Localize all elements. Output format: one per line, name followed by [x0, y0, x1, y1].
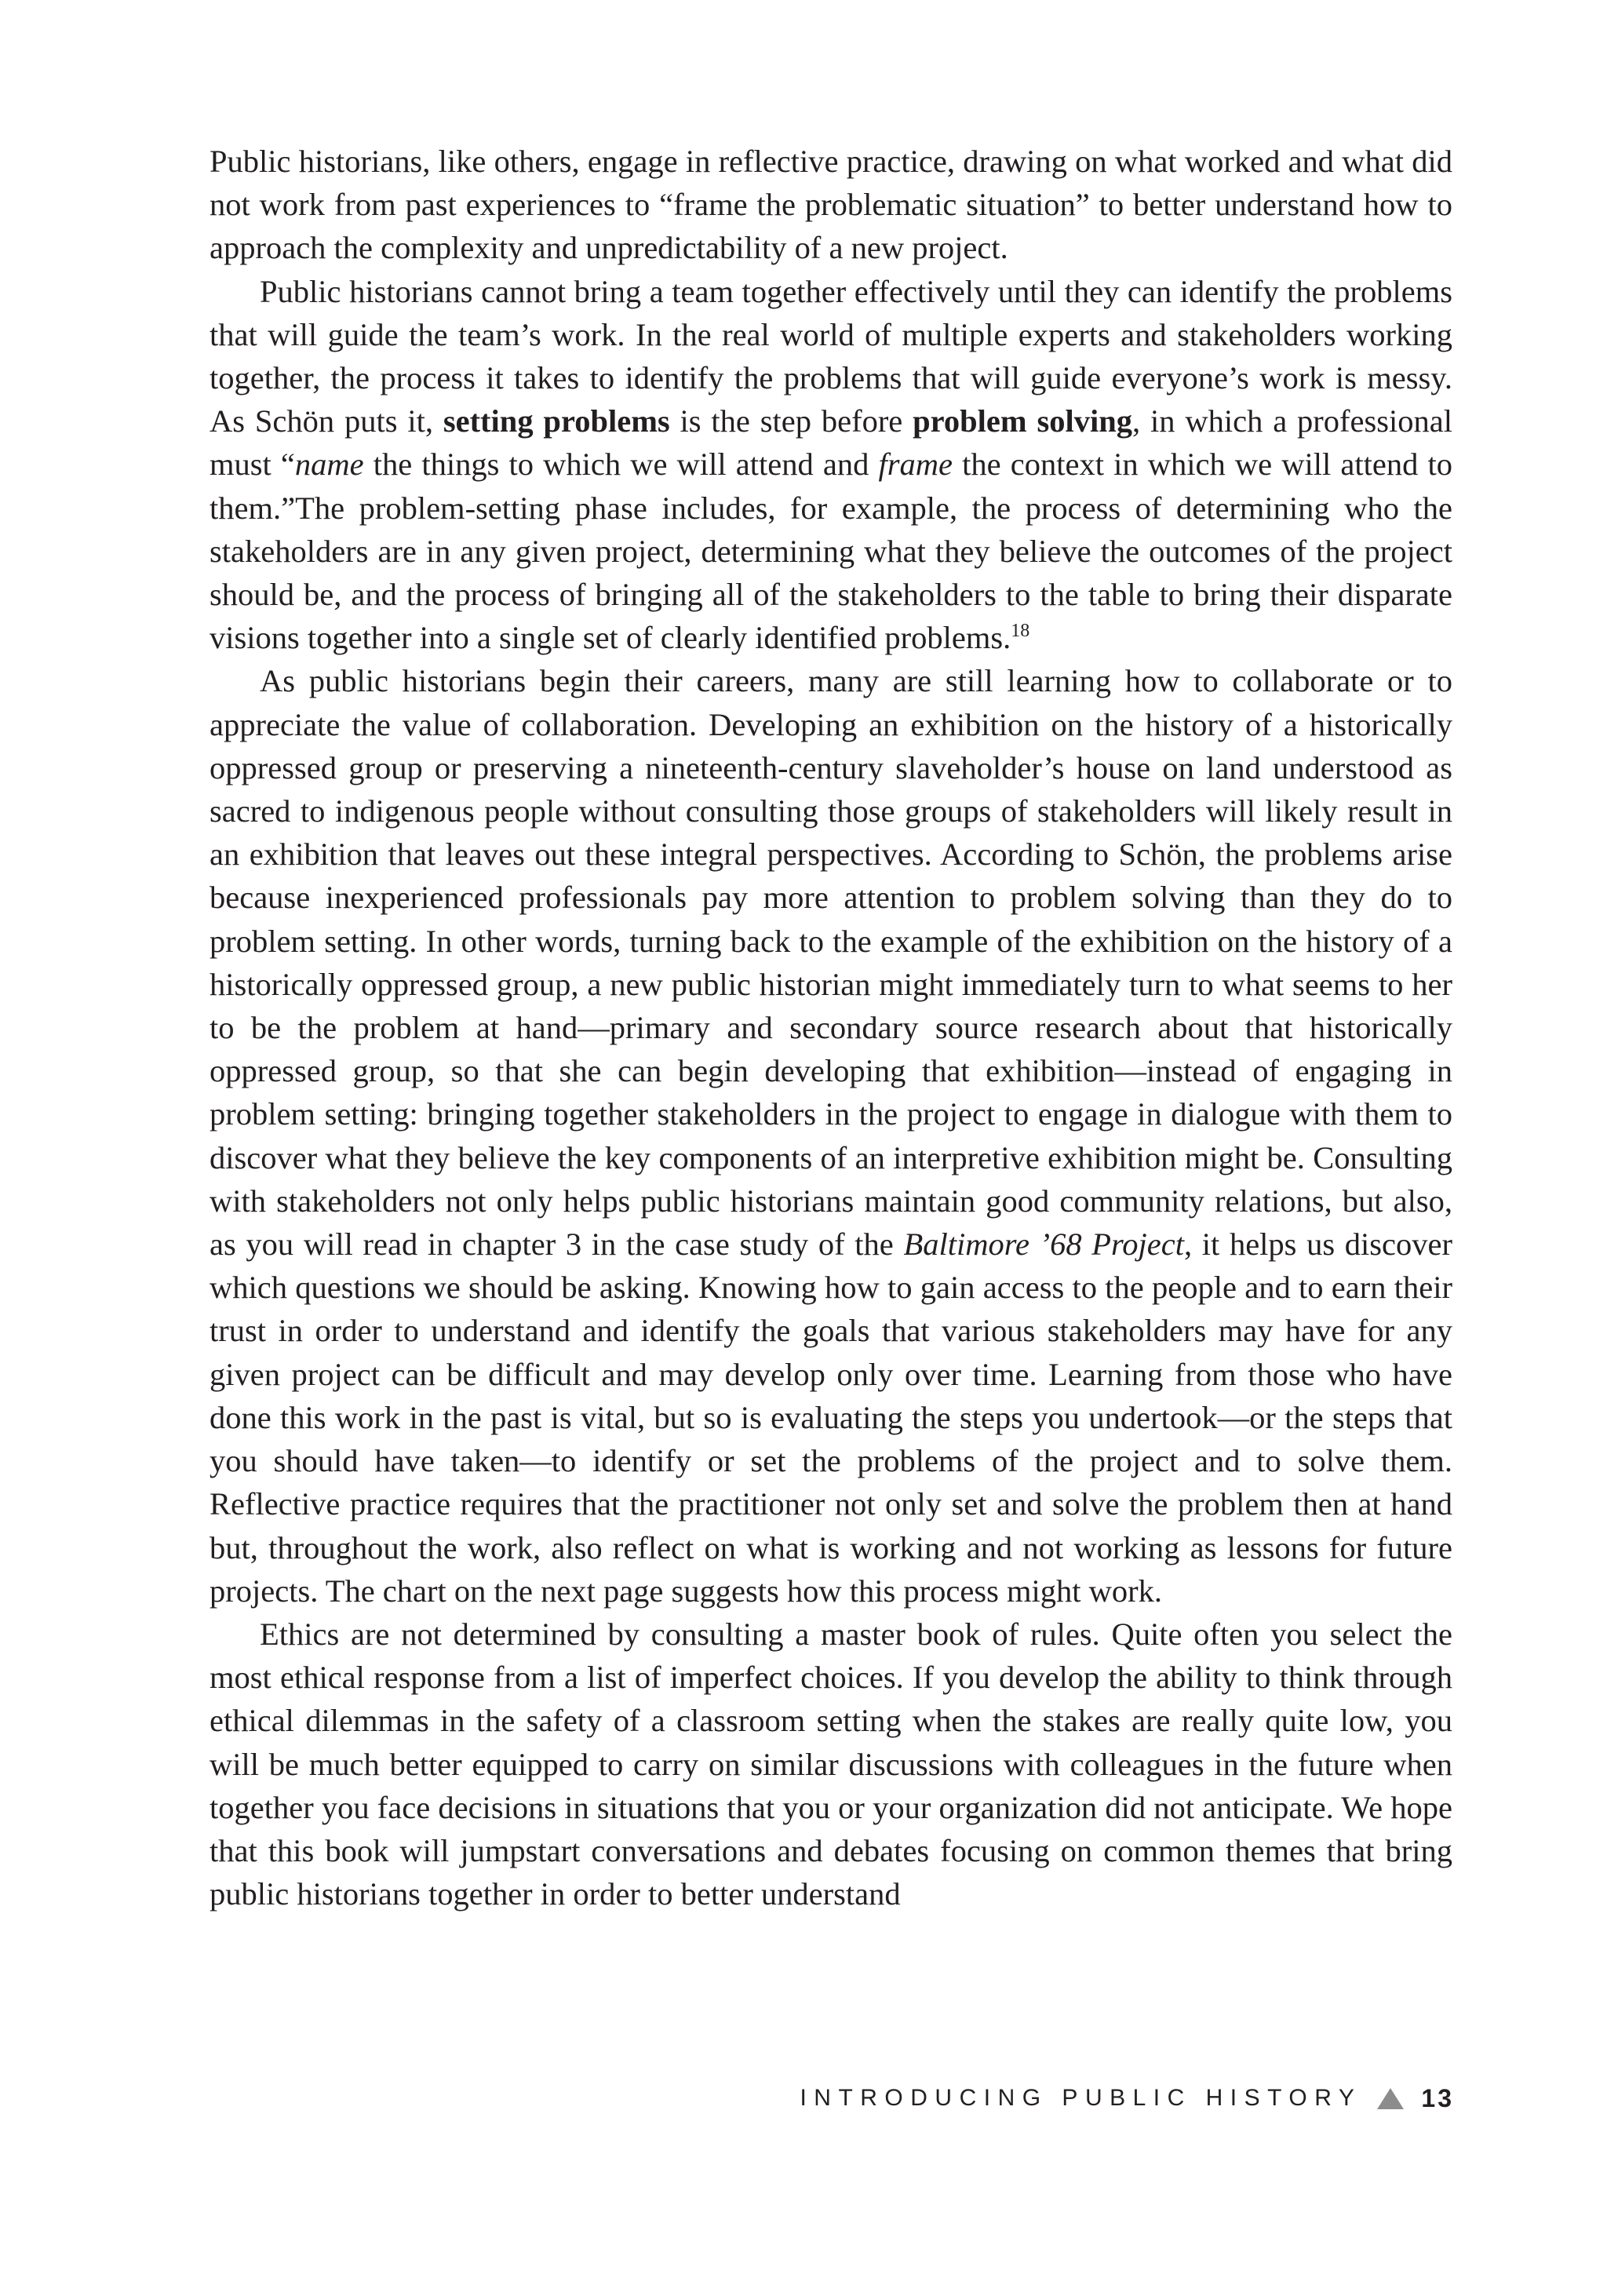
page-body: [210, 140, 1452, 1915]
text-run: Ethics are not determined by consulting a master book of rules. Quite often you select the most ethical response from a list of imperfect choices. If you develop the ability to think through ethical dilemmas in the safety of a classroom setting when the stakes are really quite low, you will be much better equipped to carry on similar discussions with colleagues in the future when together you face decisions in situations that you or your organization did not anticipate. We hope that this book will jumpstart conversations and debates focusing on common themes that bring public historians together in order to better understand: [210, 1616, 1452, 1912]
body-paragraph: [210, 270, 1452, 660]
text-run: Public historians cannot bring a team together effectively until they can identify the problems that will guide the team’s work. In the real world of multiple experts and stakeholders working together, the process it takes to identify the problems that will guide everyone’s work is messy. As Schön puts it,: [210, 273, 1452, 439]
body-paragraph: [210, 659, 1452, 1612]
italic-text: name: [294, 446, 364, 483]
text-run: , in which a professional must “: [210, 403, 1453, 483]
page-footer: [800, 2083, 1454, 2114]
page-number: 13: [1421, 2083, 1454, 2112]
text-run: , it helps us discover which questions we should be asking. Knowing how to gain access to the people and to earn their trust in order to understand and identify the goals that various stakeholders may have for any given project can be difficult and may develop only over time. Learning from those who have done this work in the past is vital, but so is evaluating the steps you undertook—or the steps that you should have taken—to identify or set the problems of the project and to solve them. Reflective practice requires that the practitioner not only set and solve the problem then at hand but, throughout the work, also reflect on what is working and not working as lessons for future projects. The chart on the next page suggests how this process might work.: [210, 1226, 1452, 1609]
text-run: Public historians, like others, engage in reflective practice, drawing on what worked and what did not work from past experiences to “frame the problematic situation” to better understand how to approach the complexity and unpredictability of a new project.: [210, 144, 1452, 266]
italic-text: frame: [878, 446, 953, 483]
text-run: the context in which we will attend to them.”The problem-setting phase includes, for example, the process of determining who the stakeholders are in any given project, determining what they believe the outcomes of the project should be, and the process of bringing all of the stakeholders to the table to bring their disparate visions together into a single set of clearly identified problems.: [210, 446, 1452, 656]
bold-term: problem solving: [913, 403, 1133, 439]
running-head: INTRODUCING PUBLIC HISTORY: [800, 2085, 1362, 2111]
text-run: the things to which we will attend and: [363, 446, 879, 483]
footnote-ref: 18: [1011, 621, 1030, 642]
triangle-icon: [1377, 2088, 1404, 2109]
text-run: is the step before: [669, 403, 913, 439]
italic-text: Baltimore ’68 Project: [903, 1226, 1184, 1263]
bold-term: setting problems: [443, 403, 670, 439]
body-paragraph: [210, 140, 1452, 270]
text-run: As public historians begin their careers, many are still learning how to collaborate or to appreciate the value of collaboration. Developing an exhibition on the history of a historically oppressed group or preserving a nineteenth-century slaveholder’s house on land understood as sacred to indigenous people without consulting those groups of stakeholders will likely result in an exhibition that leaves out these integral perspectives. According to Schön, the problems arise because inexperienced professionals pay more attention to problem solving than they do to problem setting. In other words, turning back to the example of the exhibition on the history of a historically oppressed group, a new public historian might immediately turn to what seems to her to be the problem at hand—primary and secondary source research about that historically oppressed group, so that she can begin developing that exhibition—instead of engaging in problem setting: bringing together stakeholders in the project to engage in dialogue with them to discover what they believe the key components of an interpretive exhibition might be. Consulting with stakeholders not only helps public historians maintain good community relations, but also, as you will read in chapter 3 in the case study of the: [210, 663, 1452, 1263]
body-paragraph: [210, 1613, 1452, 1915]
